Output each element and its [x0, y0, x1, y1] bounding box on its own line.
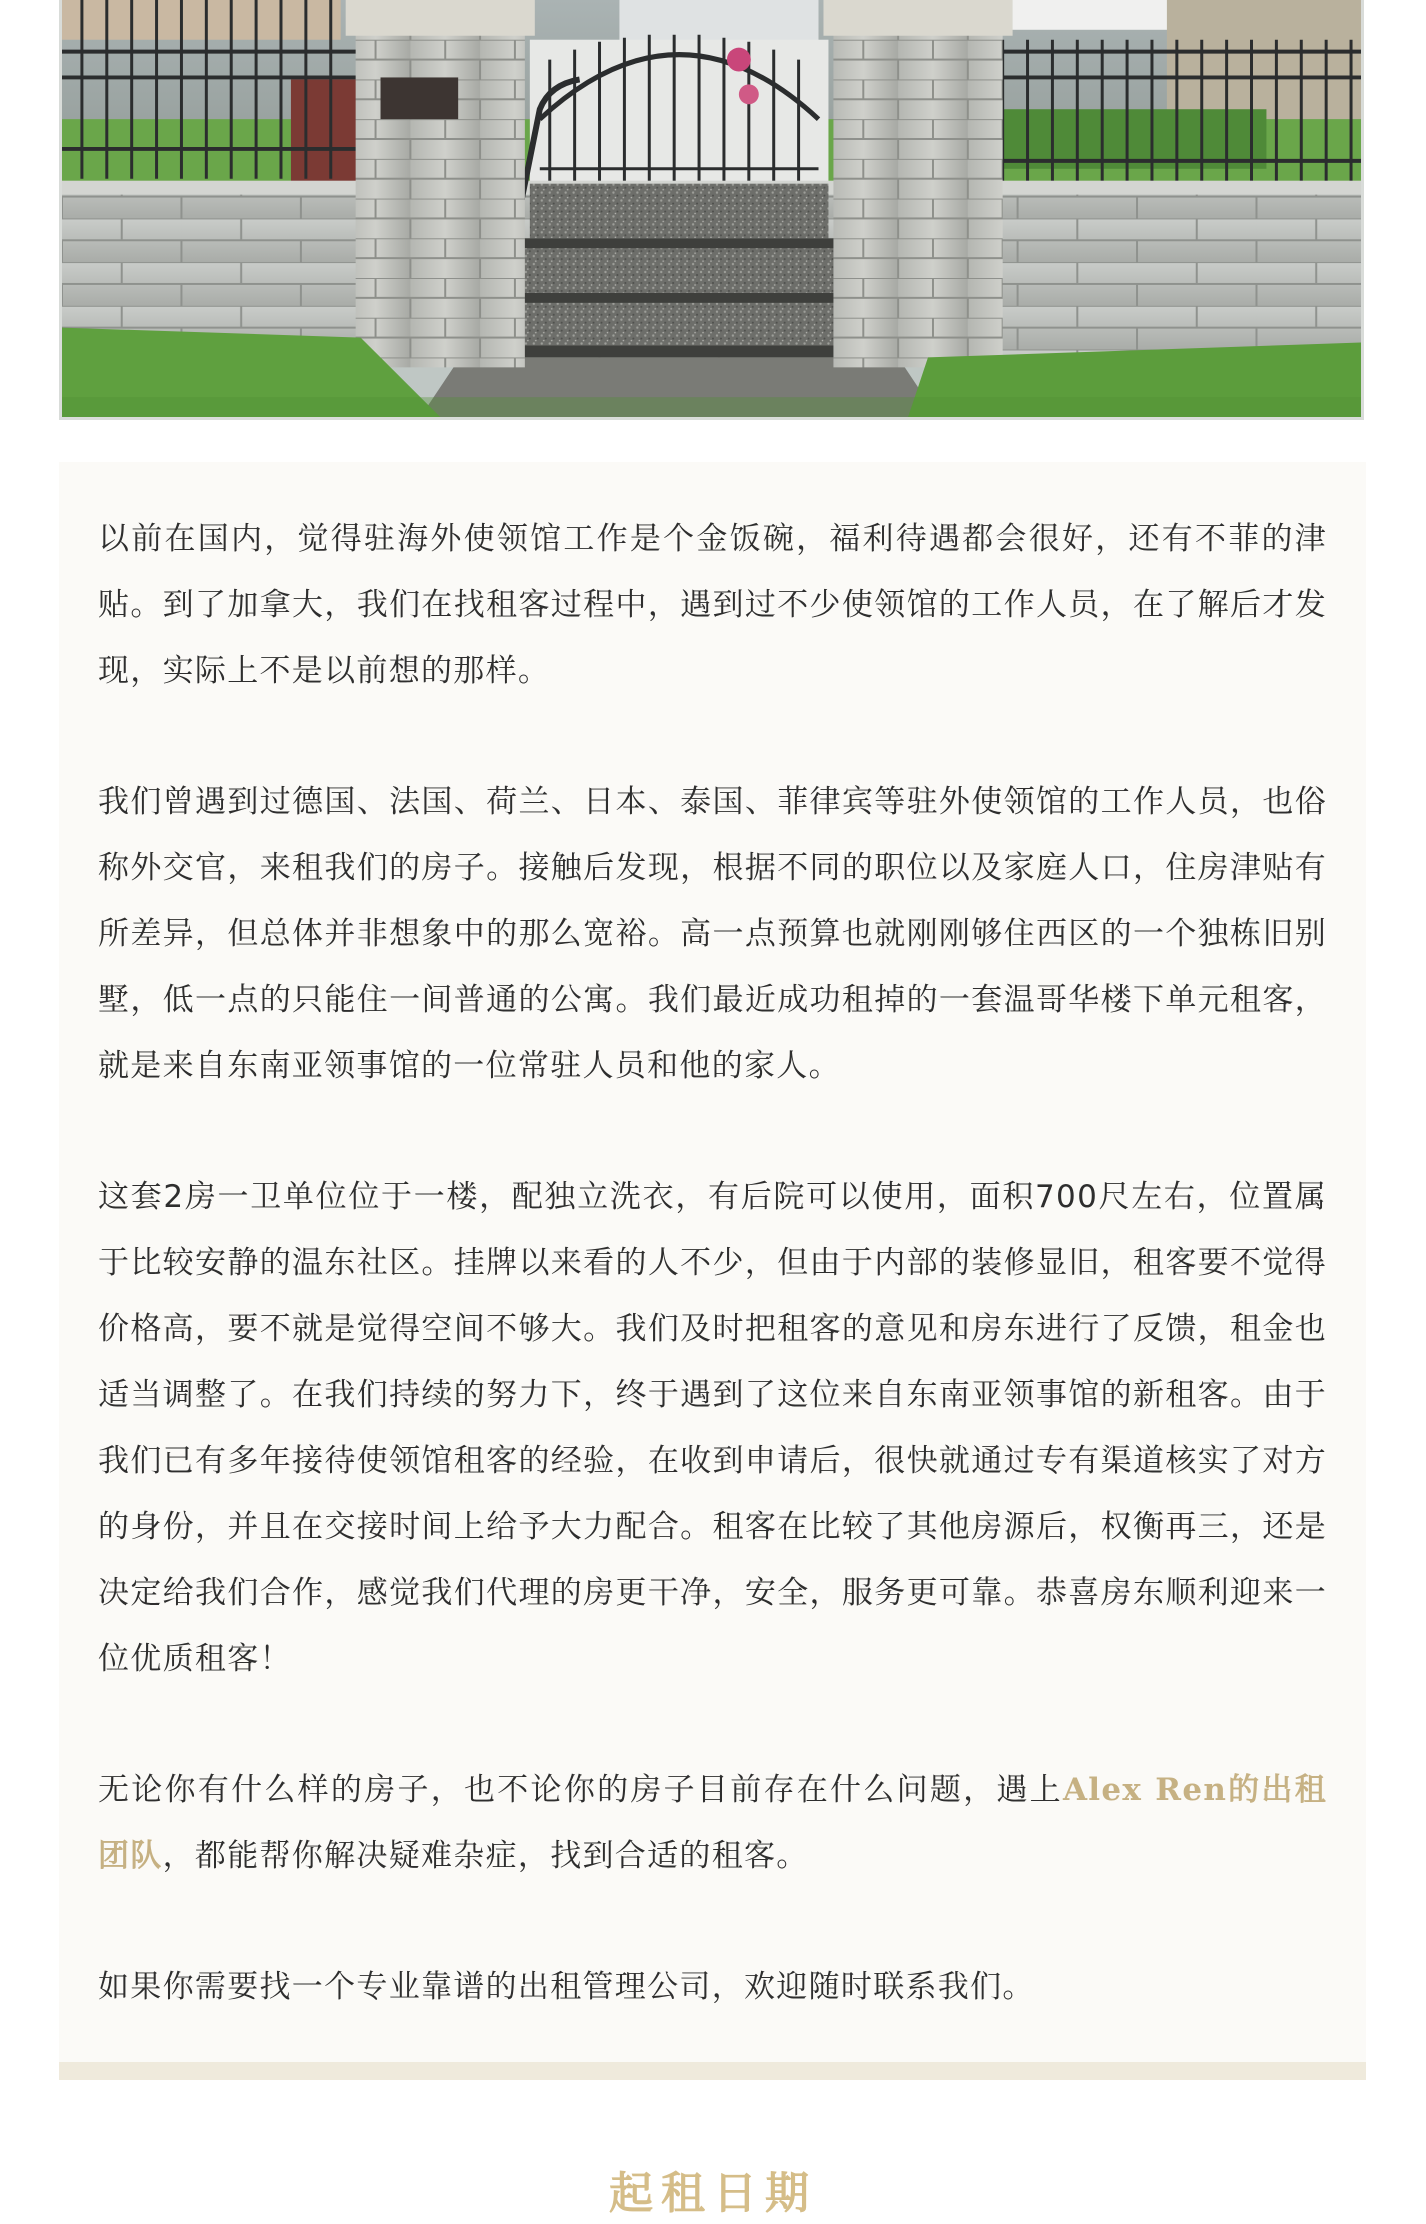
house-entrance-illustration — [62, 0, 1361, 417]
article-paragraph-3: 这套2房一卫单位位于一楼，配独立洗衣，有后院可以使用，面积700尺左右，位置属于比较安静的温东社区。挂牌以来看的人不少，但由于内部的装修显旧，租客要不觉得价格高，要不就是觉得空间不够大。我们及时把租客的意见和房东进行了反馈，租金也适当调整了。在我们持续的努力下，终于遇到了这位来自东南亚领事馆的新租客。由于我们已有多年接待使领馆租客的经验，在收到申请后，很快就通过专有渠道核实了对方的身份，并且在交接时间上给予大力配合。租客在比较了其他房源后，权衡再三，还是决定给我们合作，感觉我们代理的房更干净，安全，服务更可靠。恭喜房东顺利迎来一位优质租客！ — [98, 1179, 1327, 1677]
paragraph-4-text-before: 无论你有什么样的房子，也不论你的房子目前存在什么问题，遇上 — [98, 1772, 1063, 1808]
article-card — [59, 462, 1366, 2062]
house-entrance-photo — [59, 0, 1364, 420]
article-paragraph-4 — [98, 1757, 1327, 1889]
team-name-highlight: Alex Ren的出租团队 — [98, 1772, 1327, 1874]
section-heading-lease-start-date: 起租日期 — [609, 2168, 817, 2219]
article-paragraph-2: 我们曾遇到过德国、法国、荷兰、日本、泰国、菲律宾等驻外使领馆的工作人员，也俗称外交官，来租我们的房子。接触后发现，根据不同的职位以及家庭人口，住房津贴有所差异，但总体并非想象中的那么宽裕。高一点预算也就刚刚够住西区的一个独栋旧别墅，低一点的只能住一间普通的公寓。我们最近成功租掉的一套温哥华楼下单元租客，就是来自东南亚领事馆的一位常驻人员和他的家人。 — [98, 784, 1327, 1084]
paragraph-4-text-after: ，都能帮你解决疑难杂症，找到合适的租客。 — [162, 1838, 809, 1874]
card-divider-bar — [59, 2062, 1366, 2080]
article-paragraph-5: 如果你需要找一个专业靠谱的出租管理公司，欢迎随时联系我们。 — [98, 1969, 1035, 2005]
article-paragraph-1: 以前在国内，觉得驻海外使领馆工作是个金饭碗，福利待遇都会很好，还有不菲的津贴。到了加拿大，我们在找租客过程中，遇到过不少使领馆的工作人员，在了解后才发现，实际上不是以前想的那样。 — [98, 521, 1327, 689]
